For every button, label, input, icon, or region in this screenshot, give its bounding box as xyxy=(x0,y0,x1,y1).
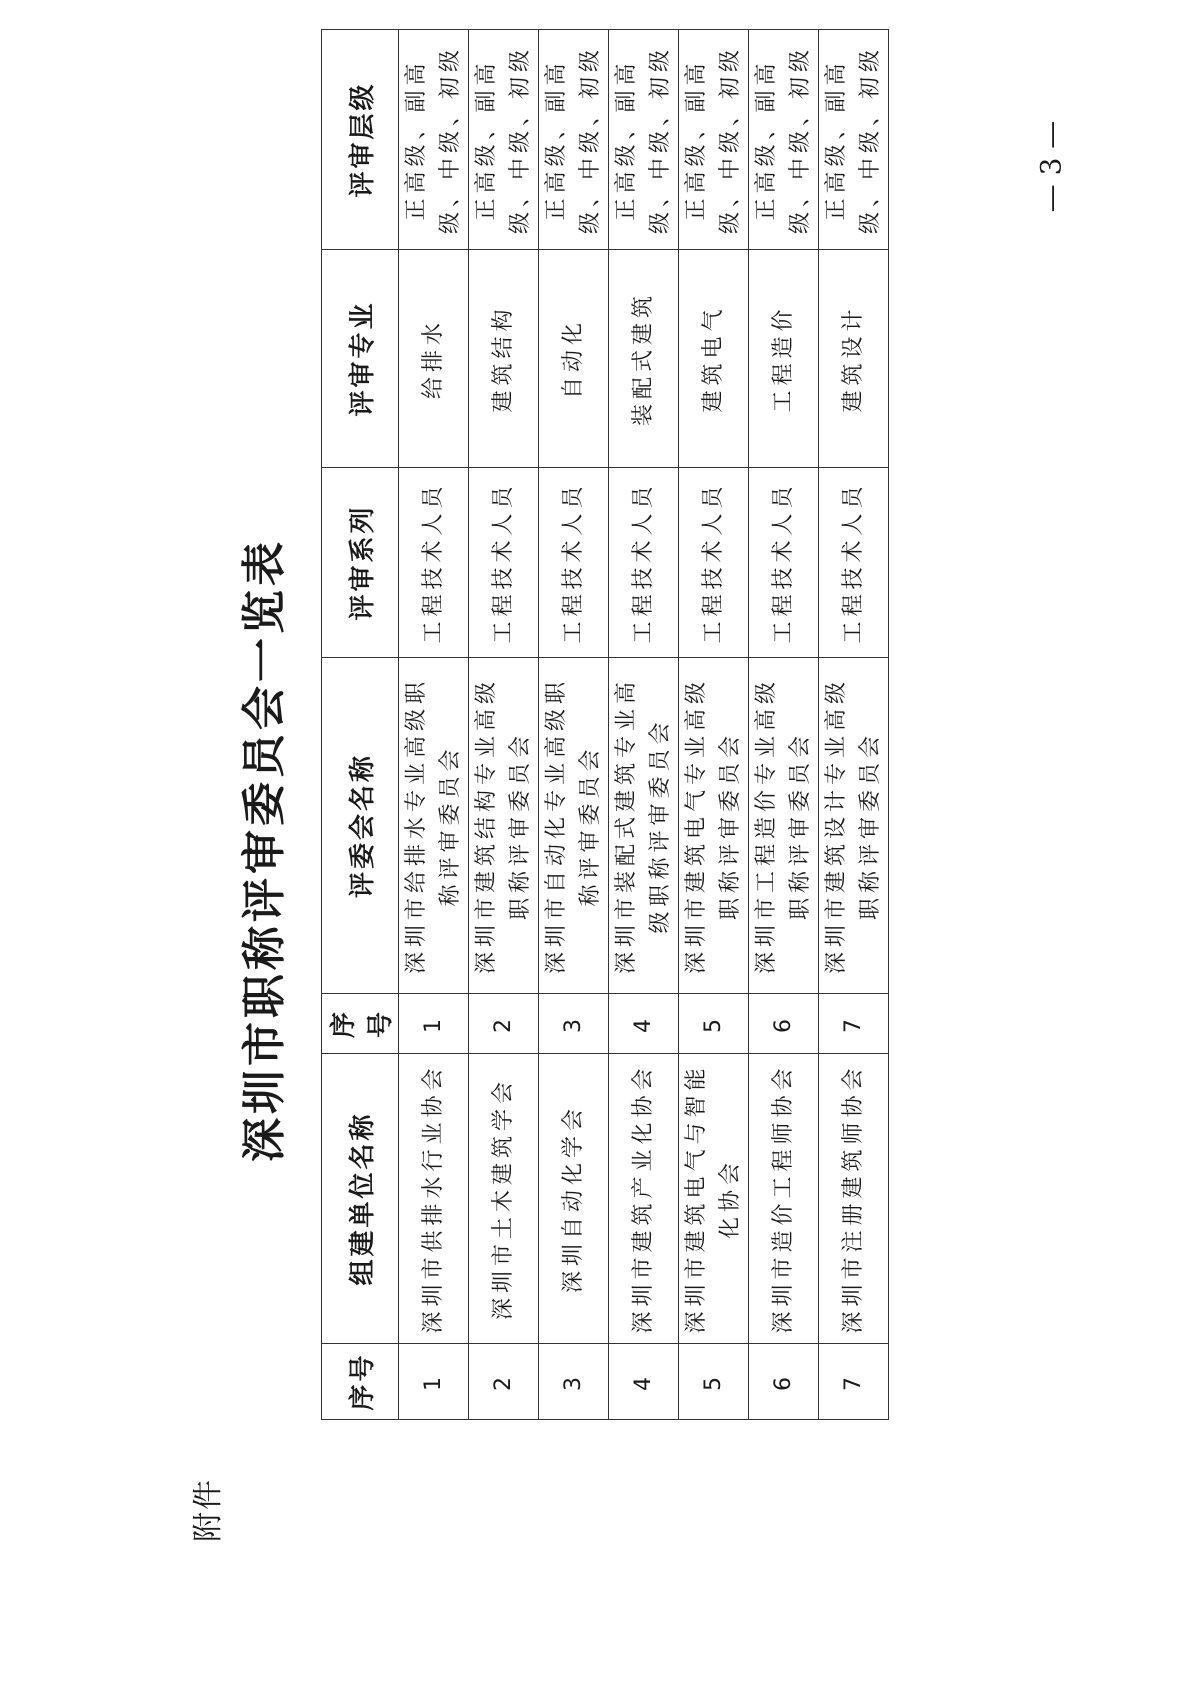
cell-seq2: 5 xyxy=(679,994,749,1054)
cell-org: 深圳自动化学会 xyxy=(539,1054,609,1344)
cell-org: 深圳市造价工程师协会 xyxy=(749,1054,819,1344)
cell-level: 正高级、副高级、中级、初级 xyxy=(469,30,539,250)
cell-org: 深圳市注册建筑师协会 xyxy=(819,1054,889,1344)
cell-seq2: 1 xyxy=(399,994,469,1054)
cell-seq1: 5 xyxy=(679,1344,749,1420)
cell-seq1: 2 xyxy=(469,1344,539,1420)
cell-committee: 深圳市装配式建筑专业高级职称评审委员会 xyxy=(609,658,679,994)
cell-seq2: 2 xyxy=(469,994,539,1054)
rotated-landscape-content xyxy=(178,45,898,1560)
cell-major: 给排水 xyxy=(399,250,469,468)
cell-major: 建筑结构 xyxy=(469,250,539,468)
committee-table xyxy=(321,29,889,1420)
cell-major: 工程造价 xyxy=(749,250,819,468)
document-title: 深圳市职称评审委员会一览表 xyxy=(239,538,290,1162)
cell-seq2: 4 xyxy=(609,994,679,1054)
cell-committee: 深圳市建筑设计专业高级职称评审委员会 xyxy=(819,658,889,994)
cell-series: 工程技术人员 xyxy=(539,468,609,658)
cell-major: 建筑设计 xyxy=(819,250,889,468)
table-row xyxy=(539,30,609,1420)
cell-series: 工程技术人员 xyxy=(749,468,819,658)
cell-seq2: 3 xyxy=(539,994,609,1054)
cell-level: 正高级、副高级、中级、初级 xyxy=(679,30,749,250)
cell-org: 深圳市土木建筑学会 xyxy=(469,1054,539,1344)
cell-level: 正高级、副高级、中级、初级 xyxy=(749,30,819,250)
table-row xyxy=(679,30,749,1420)
cell-org: 深圳市建筑产业化协会 xyxy=(609,1054,679,1344)
header-committee: 评委会名称 xyxy=(322,658,399,994)
cell-major: 建筑电气 xyxy=(679,250,749,468)
cell-committee: 深圳市建筑结构专业高级职称评审委员会 xyxy=(469,658,539,994)
cell-seq1: 1 xyxy=(399,1344,469,1420)
table-row xyxy=(819,30,889,1420)
table-row xyxy=(749,30,819,1420)
cell-seq1: 6 xyxy=(749,1344,819,1420)
header-org: 组建单位名称 xyxy=(322,1054,399,1344)
cell-seq2: 6 xyxy=(749,994,819,1054)
cell-level: 正高级、副高级、中级、初级 xyxy=(819,30,889,250)
cell-major: 自动化 xyxy=(539,250,609,468)
cell-series: 工程技术人员 xyxy=(679,468,749,658)
cell-series: 工程技术人员 xyxy=(609,468,679,658)
header-major: 评审专业 xyxy=(322,250,399,468)
cell-seq2: 7 xyxy=(819,994,889,1054)
cell-level: 正高级、副高级、中级、初级 xyxy=(399,30,469,250)
cell-seq1: 4 xyxy=(609,1344,679,1420)
cell-seq1: 3 xyxy=(539,1344,609,1420)
cell-level: 正高级、副高级、中级、初级 xyxy=(539,30,609,250)
cell-level: 正高级、副高级、中级、初级 xyxy=(609,30,679,250)
cell-committee: 深圳市给排水专业高级职称评审委员会 xyxy=(399,658,469,994)
table-row xyxy=(469,30,539,1420)
cell-committee: 深圳市自动化专业高级职称评审委员会 xyxy=(539,658,609,994)
cell-series: 工程技术人员 xyxy=(819,468,889,658)
cell-org: 深圳市供排水行业协会 xyxy=(399,1054,469,1344)
table-header-row xyxy=(322,30,399,1420)
attachment-label: 附件 xyxy=(191,1478,226,1542)
table-row xyxy=(609,30,679,1420)
cell-series: 工程技术人员 xyxy=(399,468,469,658)
table-row xyxy=(399,30,469,1420)
cell-committee: 深圳市工程造价专业高级职称评审委员会 xyxy=(749,658,819,994)
header-seq1: 序号 xyxy=(322,1344,399,1420)
cell-committee: 深圳市建筑电气专业高级职称评审委员会 xyxy=(679,658,749,994)
cell-major: 装配式建筑 xyxy=(609,250,679,468)
header-level: 评审层级 xyxy=(322,30,399,250)
cell-org: 深圳市建筑电气与智能化协会 xyxy=(679,1054,749,1344)
page-number: — 3 — xyxy=(1034,120,1068,213)
header-seq2: 序号 xyxy=(322,994,399,1054)
cell-series: 工程技术人员 xyxy=(469,468,539,658)
header-series: 评审系列 xyxy=(322,468,399,658)
cell-seq1: 7 xyxy=(819,1344,889,1420)
